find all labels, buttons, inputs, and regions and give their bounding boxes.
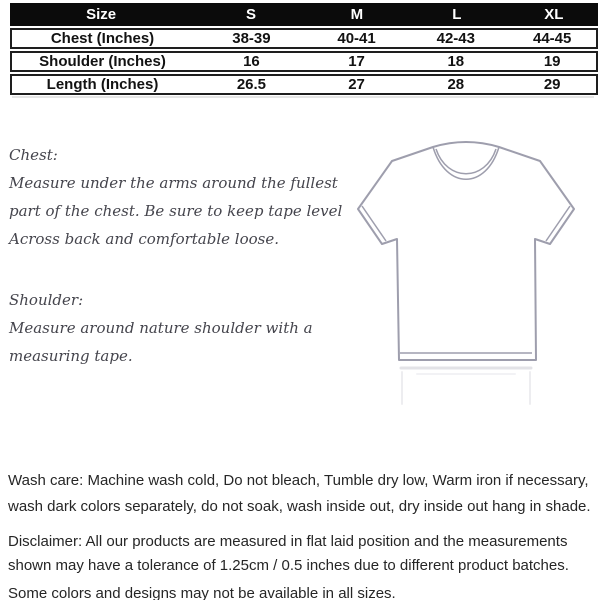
shoulder-value-xl: 19 xyxy=(543,53,561,70)
chest-value-xl: 44-45 xyxy=(532,30,572,47)
table-header-row xyxy=(10,3,598,26)
shoulder-value-l: 18 xyxy=(447,53,465,70)
length-value-xl: 29 xyxy=(543,76,561,93)
chest-guide-line-3: Across back and comfortable loose. xyxy=(9,230,279,248)
disclaimer-line-1: Disclaimer: All our products are measured in flat laid position and the measurements xyxy=(8,533,568,550)
chest-value-s: 38-39 xyxy=(232,30,271,47)
table-row-chest xyxy=(10,28,598,49)
availability-note: Some colors and designs may not be available in all sizes. xyxy=(8,585,396,600)
col-header-m: M xyxy=(350,6,364,23)
chest-guide-line-2: part of the chest. Be sure to keep tape level xyxy=(9,202,343,220)
tshirt-icon xyxy=(335,130,597,425)
shoulder-guide-line-2: measuring tape. xyxy=(9,347,133,365)
row-label-chest: Chest (Inches) xyxy=(50,30,155,47)
wash-care-line-2: wash dark colors separately, do not soak, wash inside out, dry inside out hang in shade. xyxy=(8,498,591,515)
wash-care-line-1: Wash care: Machine wash cold, Do not bleach, Tumble dry low, Warm iron if necessary, xyxy=(8,472,589,489)
col-header-s: S xyxy=(246,6,257,23)
chest-guide-heading: Chest: xyxy=(9,146,58,164)
table-row-shoulder xyxy=(10,51,598,72)
table-row-length xyxy=(10,74,598,95)
col-header-size: Size xyxy=(86,6,117,23)
table-shadow xyxy=(12,96,594,98)
shoulder-guide-line-1: Measure around nature shoulder with a xyxy=(9,319,313,337)
wash-care-note xyxy=(8,468,600,520)
disclaimer-line-2: shown may have a tolerance of 1.25cm / 0.5 inches due to different product batches. xyxy=(8,557,569,574)
chest-guide-line-1: Measure under the arms around the fullest xyxy=(9,174,338,192)
length-value-s: 26.5 xyxy=(236,76,267,93)
length-value-l: 28 xyxy=(447,76,465,93)
length-value-m: 27 xyxy=(348,76,365,93)
row-label-shoulder: Shoulder (Inches) xyxy=(39,53,166,70)
size-chart-table xyxy=(10,3,598,95)
chest-value-l: 42-43 xyxy=(436,30,475,47)
disclaimer-note xyxy=(8,530,600,578)
col-header-xl: XL xyxy=(544,6,564,23)
col-header-l: L xyxy=(452,6,462,23)
shoulder-measure-guide xyxy=(9,286,313,370)
shoulder-value-s: 16 xyxy=(243,53,260,70)
tshirt-illustration xyxy=(335,130,597,425)
chest-value-m: 40-41 xyxy=(337,30,376,47)
chest-measure-guide xyxy=(9,141,342,253)
row-label-length: Length (Inches) xyxy=(46,76,159,93)
shoulder-guide-heading: Shoulder: xyxy=(9,291,84,309)
shoulder-value-m: 17 xyxy=(348,53,365,70)
